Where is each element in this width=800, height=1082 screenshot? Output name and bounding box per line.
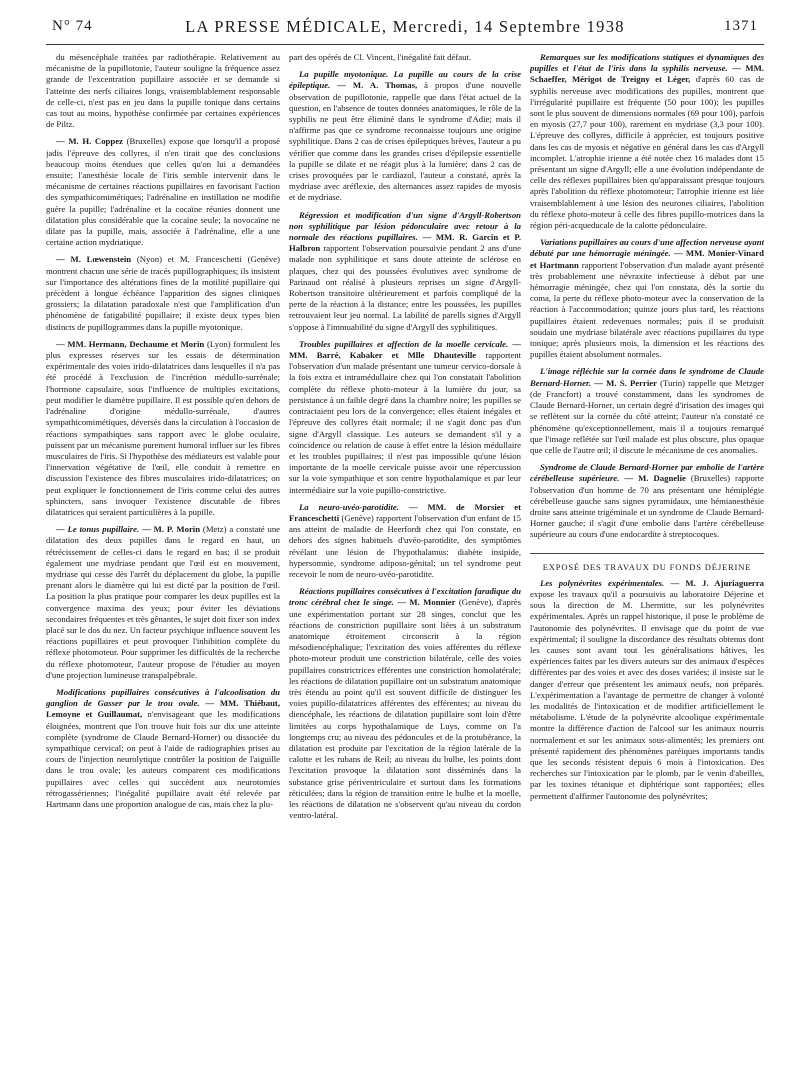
paragraph (289, 69, 521, 203)
paragraph-text: (Genève), d'après une expérimentation portant sur 28 singes, conclut que les réactions de constriction pupillaire sont liées à un substratum anatomique étroitement circonscrit à la région mésodiencéphalique; l'excitation des voies afférentes du réflexe photo-moteur produit une constriction bilatérale, celle des voies pupillaires constrictrices efférentes une constriction homolatérale; les réactions de dilatation pupillaire ont un substratum anatomique très étendu au point qu'il est souvent difficile de distinguer les voies pupillo-dilatatrices afférentes des efférentes; au niveau du diencéphale, les réactions de dilatation pupillaire sont loin d'être limitées au corps hypothalamique de Luys, comme on l'a longtemps cru; au niveau des pédoncules et de la protubérance, la dilatation est produite par l'excitation de la région latérale de la calotte et les rubans de Reil; au niveau du bulbe, les points dont l'excitation provoque la dilatation sont disséminés dans la substance grise périventriculaire et surtout dans les formations réticulées; dans la région de transition entre le bulbe et la moelle, les réactions de dilatation ne s'observent qu'au niveau du cordon ventro-latéral. (289, 597, 521, 821)
paragraph-heading: L'image réfléchie sur la cornée dans le syndrome de Claude Bernard-Horner. (530, 366, 764, 388)
paragraph-heading: — Le tonus pupillaire. (56, 524, 140, 535)
paragraph (46, 339, 280, 518)
column-right (530, 52, 764, 1078)
author-names: — M. A. Thomas, (337, 80, 418, 91)
paragraph (530, 52, 764, 231)
paragraph-text: expose les travaux qu'il a poursuivis au laboratoire Déjerine et sous la direction de M. Lhermitte, sur les polynévrites expérimentales. Après un rappel historique, il pose le problème de l'autonomie des polynévrites. Il envisage que du point de vue expérimental; il souligne la discordance des résultats obtenus dont les causes sont avant tout les généralisations hâtives, les expériences faites par les divers auteurs sur des animaux d'espèces différentes par des voies et avec des doses variées; il insiste sur le danger d'erreur que présentent les animaux neufs, non préparés. L'expérimentation a l'avantage de permettre de changer à volonté les modalités de l'intoxication et de modifier artificiellement le métabolisme. L'étude de la polynévrite alcoolique expérimentale montre la différence d'action de l'alcool sur les animaux nourris normalement et sur les animaux sous-alimentés; les premiers ont présenté rapidement des phénomènes paréiques importants tandis que les seconds résistent depuis 6 mois à l'intoxication. Des recherches sur l'intoxication par le plomb, par le venin d'abeilles, par les toxines tétanique et diphtérique sont rapportées; elles permettent d'affirmer l'autonomie des polynévrites; (530, 588, 764, 801)
author-names: — MM. de Morsier et Franceschetti (289, 501, 521, 523)
issue-number: N° 74 (52, 18, 93, 34)
paragraph-text: (Genève) rapportent l'observation d'un enfant de 15 ans atteint de maladie de Heerfordt chez qui l'on constate, en dehors des signes habituels d'uvéo-parotidite, des symptômes révélant une lésion de l'hypothalamus: diabète insipide, hypersomnie, syndrome adiposo-génital; un tel syndrome peut recevoir le nom de neuro-uvéo-parotidite. (289, 512, 521, 579)
paragraph-text: (Lyon) formulent les plus expresses réserves sur les essais de détermination expérimentale des voies irido-dilatatrices dans lesquelles il n'a pas été procédé à l'exclusion de l'incrétion médullo-surrénale; l'hormone capsulaire, sous l'influence de multiples excitations, peut modifier le diamètre pupillaire. Il est possible qu'en dehors de l'adrénaline d'origine médullo-surrénale, d'autres sympathicomimétiques, déversés dans la circulation à l'occasion de réactions sympathiques sans rapport avec le globe oculaire, puissent par un mécanisme purement humoral influer sur les fibres musculaires de l'iris. Si l'hypothèse des médiateurs est valable pour l'innervation végétative de l'œil, elle conduit à remettre en discussion l'existence des fibres musculaires irido-dilatatrices; on peut expliquer le fonctionnement de l'iris comme celui des autres sphincters, sans invoquer l'existence discutable de fibres dilatatrices qui seraient particulières à la pupille. (46, 338, 280, 517)
paragraph (289, 210, 521, 333)
author-names: — MM. R. Garcin et P. Halbron (289, 232, 521, 254)
paragraph-text: (Bruxelles) expose que lorsqu'il a proposé jadis l'épreuve des collyres, il n'en tirait que des conclusions beaucoup moins étendues que celles qu'on lui a demandées ensuite; l'anesthésie locale de l'iris semble intervenir dans le mécanisme de certaines réactions pupillaires en favorisant l'action des sympathicomimétiques; l'adrénaline en instillation ne modifie guère la pupille; l'adrénaline et la cocaïne réunies donnent une dilatation plus considérable que la cocaïne seule; la novocaïne ne dilate pas la pupille, mais, associée à l'adrénaline, elle a une certaine action mydriatique. (46, 136, 280, 248)
paragraph (289, 52, 521, 63)
author-names: — MM. Monier-Vinard et Hartmann (530, 248, 764, 270)
author-names: — M. Dagnelie (624, 473, 686, 484)
paragraph (46, 254, 280, 332)
author-names: — M. Monnier (397, 597, 456, 608)
paragraph (289, 339, 521, 496)
paragraph-heading: Variations pupillaires au cours d'une affection nerveuse ayant débuté par une hémorragie méningée. (530, 237, 764, 259)
author-names: — M. H. Coppez (56, 136, 123, 147)
paragraph-text: d'après 60 cas de syphilis nerveuse avec modifications des pupilles, montrent que l'irrégularité pupillaire est fréquente (50 pour 100); les pupilles sont le plus souvent de dimensions normales (69 pour 100), parfois en myosis (27,7 pour 100), rarement en mydriase (3,3 pour 100). L'épreuve des collyres, difficile à apprécier, est toujours positive dans les cas de myosis et négative en général dans les cas d'Argyll incomplet. L'atrophie irienne a été notée chez 16 malades dont 15 présentant un signe d'Argyll; elle a une évolution indépendante de celle des réflexes pupillaires bien qu'apparaissant presque toujours après l'abolition du réflexe photomoteur; l'atrophie irienne est liée vraisemblablement à une lésion des neurones ciliaires, l'abolition du réflexe photo-moteur à celle des fibres pupillo-motrices dans la région péri-acqueducale de la calotte pédonculaire. (530, 74, 764, 231)
paragraph-text: rapportent l'observation d'un malade ayant présenté très probablement une névraxite infectieuse à début par une hémorragie méningée, chez qui l'on constata, dès la sortie du coma, la perte du réflexe photo-moteur avec la conservation de la réaction à l'accommodation; quinze jours plus tard, les réactions pupillaires étaient redevenues normales; puis il se produisit soudain une mydriase bilatérale avec réactions pupillaires du type tonique; après plusieurs mois, la dimension et les réactions des pupilles étaient absolument normales. (530, 259, 764, 360)
paragraph (530, 462, 764, 540)
paragraph-heading: Modifications pupillaires consécutives à l'alcoolisation du ganglion de Gasser par le trou ovale. (46, 686, 280, 709)
paragraph (530, 578, 764, 802)
paragraph (46, 136, 280, 248)
author-names: — M. P. Morin (142, 524, 201, 535)
author-names: — MM. Thiébaut, Lemoyne et Guillaumat, (46, 698, 280, 720)
paragraph (46, 524, 280, 681)
page-number: 1371 (724, 18, 758, 34)
paragraph (530, 366, 764, 456)
page-header (46, 14, 764, 45)
paragraph (289, 502, 521, 580)
paragraph-heading: Syndrome de Claude Bernard-Horner par embolie de l'artère cérébelleuse supérieure. (530, 462, 764, 484)
paragraph-text: du mésencéphale traitées par radiothérapie. Relativement au mécanisme de la pupillotonie, l'auteur souligne la fréquence assez grande de l'excentration pupillaire associée et se demande si l'atteinte des nerfs ciliaires longs, vraisemblablement responsable de celle-ci, n'est pas en jeu dans la pupille tonique dans certains cas tout au moins, hypothèse confirmée par certaines expériences de Piltz. (46, 52, 280, 130)
paragraph-heading: Régression et modification d'un signe d'Argyll-Robertson non syphilitique par lésion pédonculaire avec retour à la normale des réactions pupillaires. (289, 209, 521, 243)
paragraph-text: part des opérés de Cl. Vincent, l'inégalité fait défaut. (289, 52, 472, 62)
author-names: — MM. Hermann, Dechaume et Morin (56, 338, 205, 349)
paragraph (530, 237, 764, 360)
author-names: — MM. Schaeffer, Mérigot de Treigny et Léger, (530, 63, 764, 85)
paragraph-text: (Metz) a constaté une dilatation des deux pupilles dans le regard en haut, un rétrécissement de celles-ci dans le regard en bas; il se produit également une mydriase pendant que l'œil est en mouvement, mydriase qui cesse dès l'arrêt du déplacement du globe, la pupille prenant alors le diamètre qui lui est dicté par la position de l'œil. La position la plus pratique pour comparer les deux pupilles est la convergence maxima des yeux; pour éviter les déviations secondaires fréquentes et très gênantes, le sujet doit fixer son index placé sur le dos du nez. Un facteur psychique influence souvent les réactions pupillaires et peut provoquer l'inhibition complète du réflexe photomoteur. Pour supprimer les difficultés de la recherche du réflexe photomoteur, l'auteur propose de l'étudier au moyen d'une projection lumineuse transpalpébrale. (46, 524, 280, 680)
paragraph-heading: La neuro-uvéo-parotidite. (299, 501, 399, 512)
author-names: — MM. Barré, Kabaker et Mlle Dhauteville (289, 338, 521, 361)
column-left (46, 52, 280, 1078)
paragraph (46, 687, 280, 810)
paragraph-text: (Turin) rappelle que Metzger (de Francfort) a trouvé constamment, dans les syndromes de Claude Bernard-Horner, un certain degré d'irisation des images qui se reflètent sur la cornée du côté atteint; l'auteur n'a constaté ce phénomène qu'exceptionnellement, mais il a toujours remarqué que l'image reflétée sur l'œil malade est plus obscure, plus opaque que celle de l'autre œil; il discute le mécanisme de ces anomalies. (530, 377, 764, 455)
paragraph-text: rapportent l'observation poursuivie pendant 2 ans d'une malade non syphilitique et sans doute atteinte de sclérose en plaques, chez qui des poussées évolutives avec syndrome de Parinaud ont réalisé à plusieurs reprises un signe d'Argyll-Robertson transitoire ultérieurement et parfois compliqué de la perte de la réaction à la distance; entre les poussées, les pupilles retrouvaient leur jeu normal. La labilité de parells signes d'Argyll s'oppose à l'immuabilité du signe d'Argyll des syphilitiques. (289, 243, 521, 332)
paragraph-heading: Remarques sur les modifications statiques et dynamiques des pupilles et l'état de l'iris dans la syphilis nerveuse. (530, 52, 764, 74)
paragraph-heading: Réactions pupillaires consécutives à l'excitation faradique du tronc cérébral chez le singe. (289, 586, 521, 608)
author-names: — M. Lœwenstein (56, 254, 132, 265)
paragraph-text: n'envisageant que les modifications éloignées, montrent que l'on trouve huit fois sur dix une atteinte complète (syndrome de Claude Bernard-Horner) ou dissociée du sympathique cervical; on peut à l'aide de radiographies prises au cours de l'injection neurolytique contrôler la position de l'aiguille dans le trou ovale; les auteurs comparent ces modifications pupillaires avec celles qui succèdent aux neurotomies rétrogassériennes; l'inégalité pupillaire avait été relevée par Hartmann dans une proportion analogue de cas, mais chez la plu- (46, 709, 280, 809)
author-names: — M. S. Perrier (594, 377, 657, 388)
paragraph (46, 52, 280, 130)
paragraph-heading: La pupille myotonique. La pupille au cours de la crise épileptique. (289, 69, 521, 91)
paragraph-heading: Les polynévrites expérimentales. (540, 577, 665, 588)
paragraph (289, 586, 521, 821)
column-middle (289, 52, 521, 1078)
paragraph-text: (Bruxelles) rapporte l'observation d'un homme de 70 ans présentant une hémiplégie cérébelleuse gauche sans signes pyramidaux, une hémianesthésie droite sans atteinte trigéminale et un syndrome de Claude Bernard-Horner gauche; il s'agit d'une embolie dans l'artère cérébelleuse supérieure au cours d'une endocardite à streptocoques. (530, 473, 764, 540)
paragraph-text: à propos d'une nouvelle observation de pupillotonie, rappelle que dans l'état actuel de la question, en l'absence de toutes données anatomiques, le rôle de la syphilis ne peut être éliminé dans le syndrome d'Adie; mais il n'affirme pas que ce syndrome reconnaisse toujours une origine syphilitique. Dans 2 cas de crises épileptiques brèves, l'auteur a pu vérifier que comme dans les grandes crises d'épilepsie essentielle la pupille se dilate et ne réagit plus à la lumière; dans 2 cas de crises provoquées par le cardiazol, l'auteur a constaté, après la mydriase avec aréflexie, des alternances assez rapides de myosis et de mydriase. (289, 80, 521, 203)
journal-title: LA PRESSE MÉDICALE, Mercredi, 14 Septembre 1938 (185, 17, 625, 36)
paragraph-text: (Nyon) et M. Franceschetti (Genève) montrent chacun une série de tracés pupillographiques; ils insistent sur l'importance des altérations fines de la motilité pupillaire qui précèdent à longue échéance l'apparition des signes cliniques grossiers; la dilatation paradoxale n'est que l'amplification d'un phénomène de fatigabilité pupillaire; il existe deux types bien distincts de pupillogrammes dans la pupille myotonique. (46, 254, 280, 332)
paragraph-heading: Troubles pupillaires et affection de la moelle cervicale. (299, 338, 509, 349)
author-names: — M. J. Ajuriaguerra (670, 577, 764, 588)
section-heading: EXPOSÉ DES TRAVAUX DU FONDS DÉJERINE (530, 553, 764, 573)
paragraph-text: rapportent l'observation d'un malade présentant une tumeur cervico-dorsale à la fois extra et intramédullaire chez qui l'on constatait l'abolition complète du réflexe photo-moteur à la lumière du jour, sa persistance à un faible degré dans la chambre noire; les pupilles se contractaient peu lors de la convergence; elles étaient inégales et l'épreuve des collyres était normale; il ne s'agit donc pas d'un signe d'Argyll classique. Les auteurs se demandent s'il y a coïncidence ou relation de cause à effet entre la lésion médullaire et les troubles pupillaires; il n'est pas impossible qu'une lésion importante de la moelle cervicale puisse avoir une répercussion sur la voie sympathique et son centre hypothalamique et par leur intermédiaire sur la voie pupillo-constrictive. (289, 350, 521, 495)
